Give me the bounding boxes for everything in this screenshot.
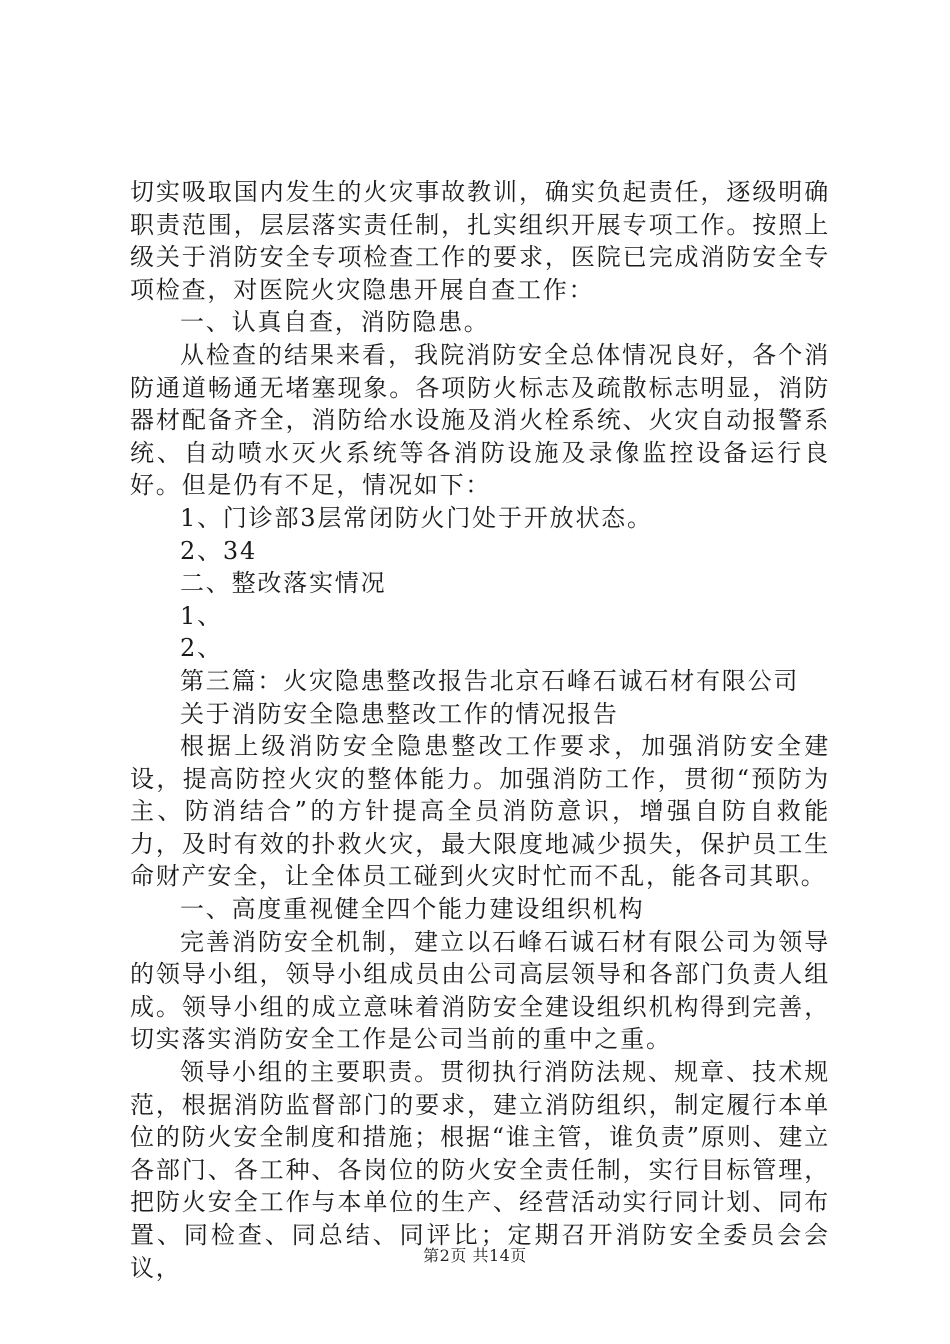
list-item: 2、34	[180, 536, 258, 565]
page-number-footer: 第2页 共14页	[423, 1246, 527, 1265]
document-body	[130, 176, 830, 1284]
section-heading-organization: 一、高度重视健全四个能力建设组织机构	[180, 895, 645, 924]
section-heading-rectification: 二、整改落实情况	[180, 569, 387, 598]
paragraph-continuation: 切实吸取国内发生的火灾事故教训，确实负起责任，逐级明确职责范围，层层落实责任制，扎实组织开展专项工作。按照上级关于消防安全专项检查工作的要求，医院已完成消防安全专项检查，对医院火灾隐患开展自查工作：	[130, 178, 830, 304]
list-item: 2、	[180, 634, 223, 663]
paragraph-inspection-results: 从检查的结果来看，我院消防安全总体情况良好，各个消防通道畅通无堵塞现象。各项防火标志及疏散标志明显，消防器材配备齐全，消防给水设施及消火栓系统、火灾自动报警系统、自动喷水灭火系统等各消防设施及录像监控设备运行良好。但是仍有不足，情况如下：	[130, 340, 830, 500]
report-title: 关于消防安全隐患整改工作的情况报告	[180, 699, 619, 728]
list-item: 1、门诊部3层常闭防火门处于开放状态。	[180, 503, 653, 532]
paragraph-responsibilities: 领导小组的主要职责。贯彻执行消防法规、规章、技术规范，根据消防监督部门的要求，建立消防组织，制定履行本单位的防火安全制度和措施；根据“谁主管，谁负责”原则、建立各部门、各工种、各岗位的防火安全责任制，实行目标管理，把防火安全工作与本单位的生产、经营活动实行同计划、同布置、同检查、同总结、同评比；定期召开消防安全委员会会议，	[130, 1058, 830, 1282]
paragraph-mechanism: 完善消防安全机制，建立以石峰石诚石材有限公司为领导的领导小组，领导小组成员由公司高层领导和各部门负责人组成。领导小组的成立意味着消防安全建设组织机构得到完善，切实落实消防安全工作是公司当前的重中之重。	[130, 927, 830, 1054]
section-heading-self-check: 一、认真自查，消防隐患。	[180, 308, 490, 337]
paragraph-intro: 根据上级消防安全隐患整改工作要求，加强消防安全建设，提高防控火灾的整体能力。加强消防工作，贯彻“预防为主、防消结合”的方针提高全员消防意识，增强自防自救能力，及时有效的扑救火灾，最大限度地减少损失，保护员工生命财产安全，让全体员工碰到火灾时忙而不乱，能各司其职。	[130, 732, 830, 891]
list-item: 1、	[180, 601, 223, 630]
chapter-heading: 第三篇：火灾隐患整改报告北京石峰石诚石材有限公司	[180, 666, 800, 695]
